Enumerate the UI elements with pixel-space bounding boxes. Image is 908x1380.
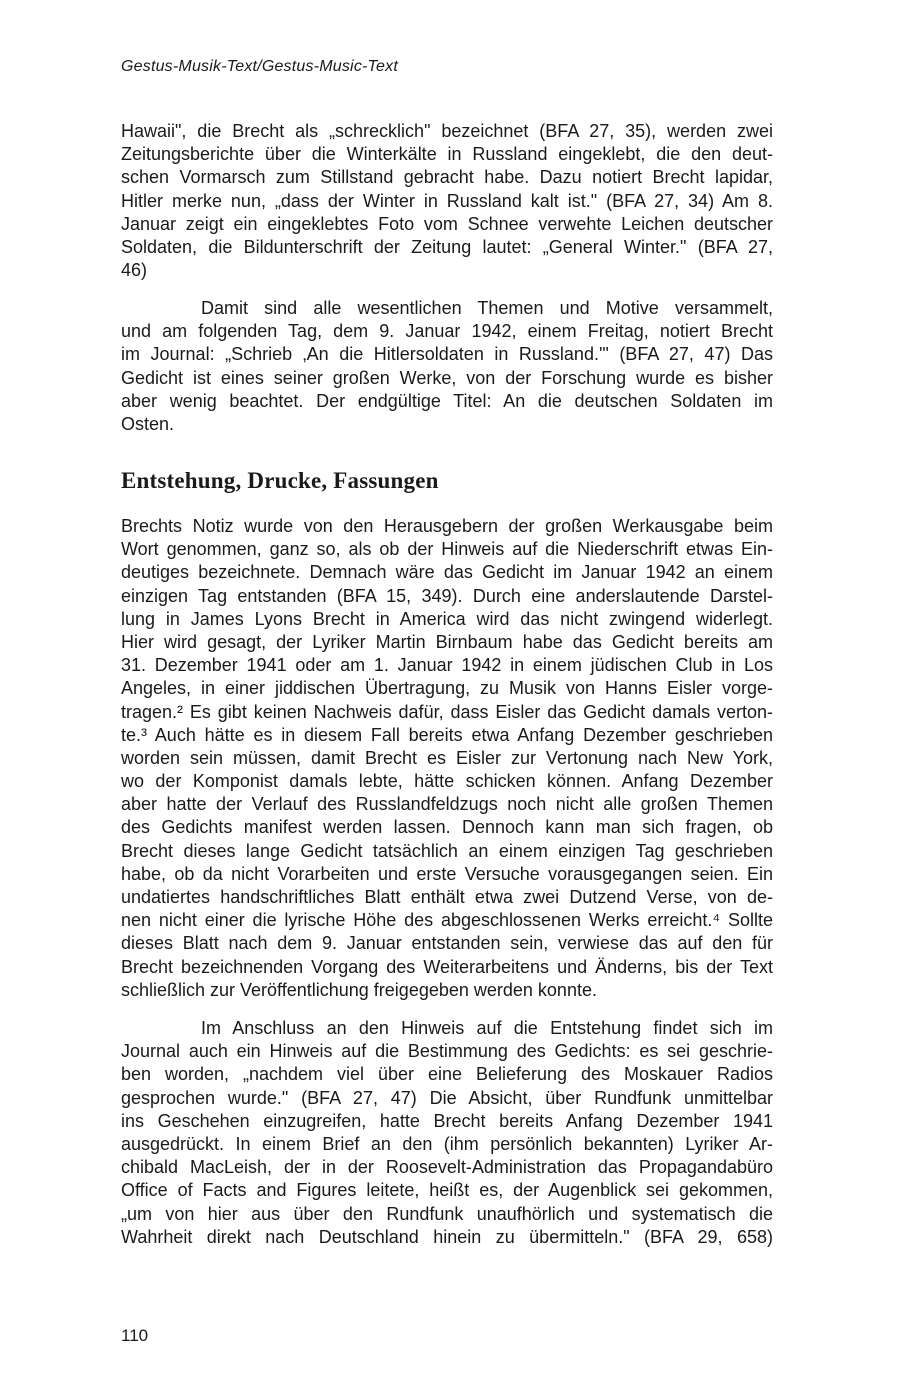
paragraph-3: [121, 515, 773, 1002]
text-line: Brecht bezeichnenden Vorgang des Weiterarbeitens und Änderns, bis der Text: [121, 956, 773, 977]
text-line: dieses Blatt nach dem 9. Januar entstanden sein, verwiese das auf den für: [121, 933, 773, 954]
text-line: Hawaii", die Brecht als „schrecklich" bezeichnet (BFA 27, 35), werden zwei: [121, 121, 773, 141]
paragraph-1: [121, 120, 773, 282]
text-line: ins Geschehen einzugreifen, hatte Brecht bereits Anfang Dezember 1941: [121, 1110, 773, 1131]
running-head: Gestus-Musik-Text/Gestus-Music-Text: [121, 58, 398, 75]
page-number: 110: [121, 1326, 149, 1345]
text-line: Angeles, in einer jiddischen Übertragung, zu Musik von Hanns Eisler vorge-: [121, 678, 773, 699]
text-line: te.³ Auch hätte es in diesem Fall bereits etwa Anfang Dezember geschrieben: [121, 724, 773, 745]
text-line: des Gedichts manifest werden lassen. Dennoch kann man sich fragen, ob: [121, 817, 773, 838]
text-line: nen nicht einer die lyrische Höhe des abgeschlossenen Werks erreicht.⁴ Sollte: [121, 910, 773, 931]
text-line: Damit sind alle wesentlichen Themen und Motive versammelt,: [201, 298, 773, 318]
text-line: und am folgenden Tag, dem 9. Januar 1942, einem Freitag, notiert Brecht: [121, 321, 773, 342]
text-line: Im Anschluss an den Hinweis auf die Entstehung findet sich im: [201, 1018, 773, 1038]
text-line: wo der Komponist damals lebte, hätte schicken können. Anfang Dezember: [121, 771, 773, 792]
text-line: ausgedrückt. In einem Brief an den (ihm persönlich bekannten) Lyriker Ar-: [121, 1133, 773, 1154]
text-line: im Journal: „Schrieb ‚An die Hitlersoldaten in Russland.'" (BFA 27, 47) Das: [121, 344, 773, 365]
text-line: Office of Facts and Figures leitete, heißt es, der Augenblick sei gekommen,: [121, 1180, 773, 1201]
text-line: Brechts Notiz wurde von den Herausgebern der großen Werkausgabe beim: [121, 516, 773, 536]
text-line: Wahrheit direkt nach Deutschland hinein zu übermitteln." (BFA 29, 658): [121, 1226, 773, 1247]
text-line: ben worden, „nachdem viel über eine Belieferung des Moskauer Radios: [121, 1064, 773, 1085]
text-line: Soldaten, die Bildunterschrift der Zeitung lautet: „General Winter." (BFA 27,: [121, 236, 773, 257]
text-line: Wort genommen, ganz so, als ob der Hinweis auf die Niederschrift etwas Ein-: [121, 539, 773, 560]
text-line: Zeitungsberichte über die Winterkälte in Russland eingeklebt, die den deut-: [121, 144, 773, 165]
text-line: aber wenig beachtet. Der endgültige Titel: An die deutschen Soldaten im: [121, 390, 773, 411]
text-line: worden sein müssen, damit Brecht es Eisler zur Vertonung nach New York,: [121, 747, 773, 768]
paragraph-4: [121, 1017, 773, 1249]
text-line: schen Vormarsch zum Stillstand gebracht habe. Dazu notiert Brecht lapidar,: [121, 167, 773, 188]
text-line: Brecht dieses lange Gedicht tatsächlich an einem einzigen Tag geschrieben: [121, 840, 773, 861]
text-line: Journal auch ein Hinweis auf die Bestimmung des Gedichts: es sei geschrie-: [121, 1041, 773, 1062]
text-line: habe, ob da nicht Vorarbeiten und erste Versuche vorausgegangen seien. Ein: [121, 863, 773, 884]
section-heading: Entstehung, Drucke, Fassungen: [121, 468, 439, 493]
text-line: 46): [121, 260, 148, 281]
text-line: lung in James Lyons Brecht in America wird das nicht zwingend widerlegt.: [121, 608, 773, 629]
text-line: Hitler merke nun, „dass der Winter in Russland kalt ist." (BFA 27, 34) Am 8.: [121, 190, 773, 211]
text-line: Hier wird gesagt, der Lyriker Martin Birnbaum habe das Gedicht bereits am: [121, 631, 773, 652]
text-line: schließlich zur Veröffentlichung freigegeben werden konnte.: [121, 979, 597, 1000]
text-line: deutiges bezeichnete. Demnach wäre das Gedicht im Januar 1942 an einem: [121, 562, 773, 583]
paragraph-2: [121, 297, 773, 436]
text-line: „um von hier aus über den Rundfunk unaufhörlich und systematisch die: [121, 1203, 773, 1224]
text-line: Gedicht ist eines seiner großen Werke, von der Forschung wurde es bisher: [121, 367, 773, 388]
text-line: tragen.² Es gibt keinen Nachweis dafür, dass Eisler das Gedicht damals verton-: [121, 701, 773, 722]
text-line: einzigen Tag entstanden (BFA 15, 349). Durch eine anderslautende Darstel-: [121, 585, 773, 606]
text-line: 31. Dezember 1941 oder am 1. Januar 1942 in einem jüdischen Club in Los: [121, 655, 773, 676]
text-line: Osten.: [121, 413, 175, 434]
text-line: gesprochen wurde." (BFA 27, 47) Die Absicht, über Rundfunk unmittelbar: [121, 1087, 773, 1108]
text-line: Januar zeigt ein eingeklebtes Foto vom Schnee verwehte Leichen deutscher: [121, 213, 773, 234]
text-line: aber hatte der Verlauf des Russlandfeldzugs noch nicht alle großen Themen: [121, 794, 773, 815]
text-line: undatiertes handschriftliches Blatt enthält etwa zwei Dutzend Verse, von de-: [121, 887, 773, 907]
text-line: chibald MacLeish, der in der Roosevelt-Administration das Propagandabüro: [121, 1157, 773, 1178]
